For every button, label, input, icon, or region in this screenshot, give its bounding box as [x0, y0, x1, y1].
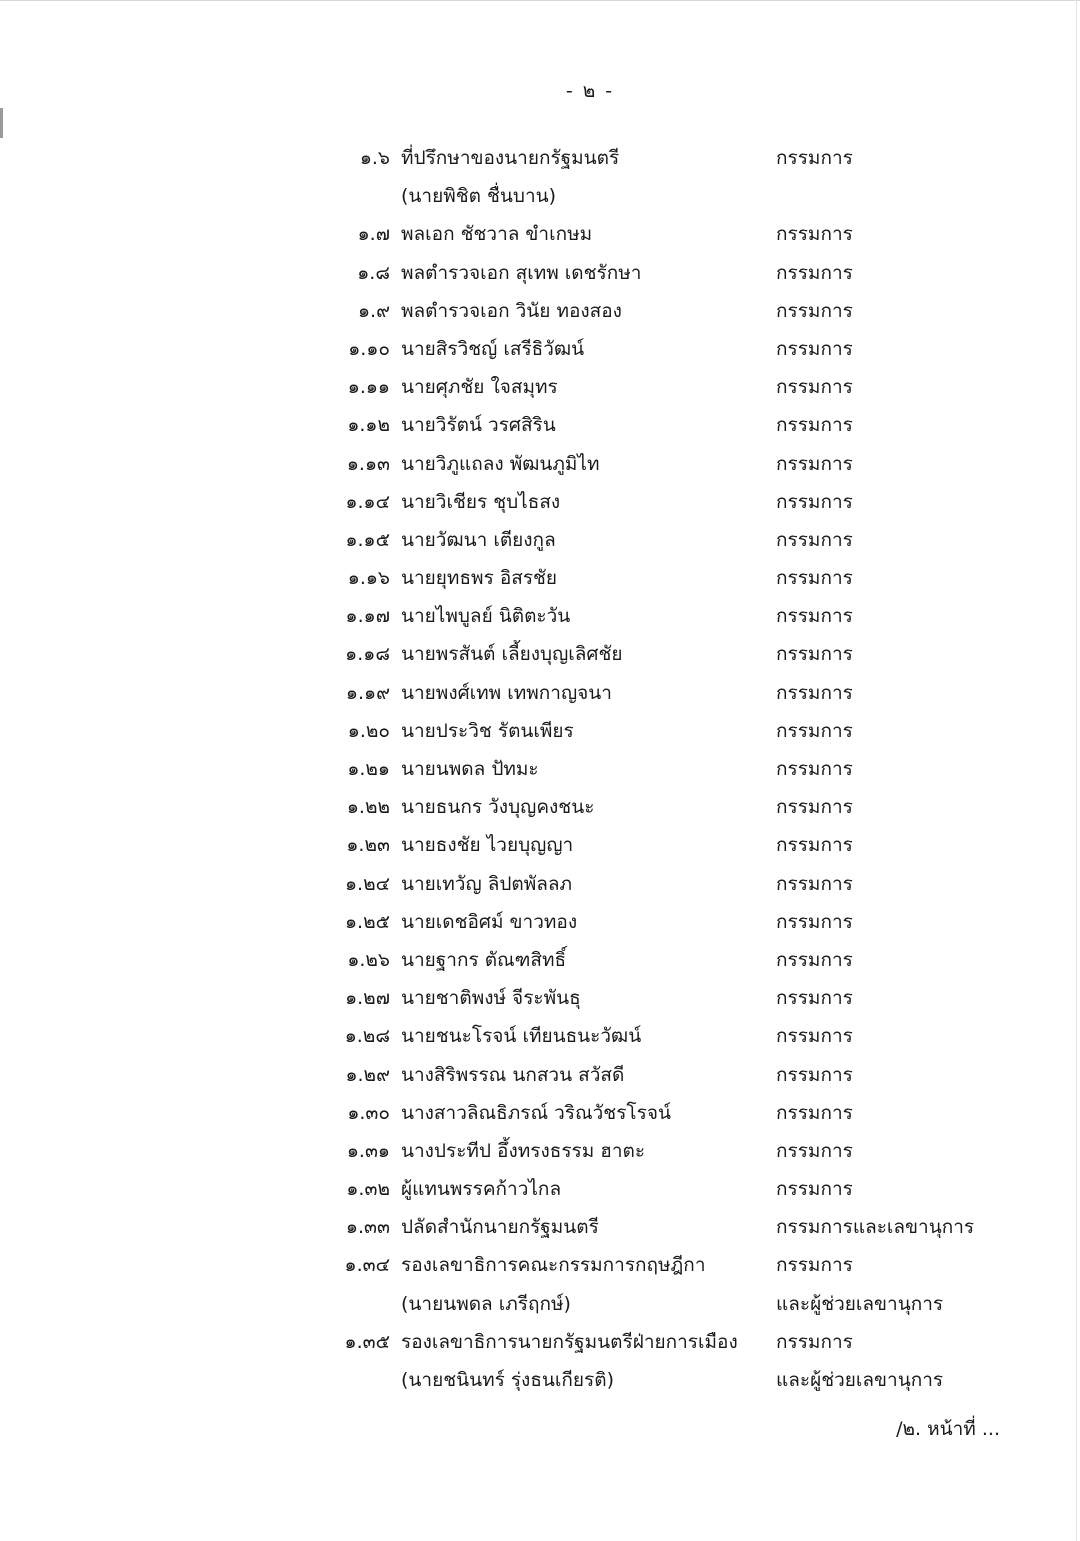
- item-number: ๑.๓๐: [347, 1101, 390, 1124]
- member-name: นายสิรวิชญ์ เสรีธิวัฒน์: [401, 337, 585, 360]
- member-name: นายพรสันต์ เลี้ยงบุญเลิศชัย: [401, 643, 623, 666]
- member-role: กรรมการ: [776, 452, 853, 475]
- member-name: นายวัฒนา เตียงกูล: [401, 528, 556, 551]
- list-item: [0, 1246, 1080, 1284]
- list-item: [0, 674, 1080, 712]
- item-number: ๑.๑๘: [345, 643, 390, 666]
- member-name: ที่ปรึกษาของนายกรัฐมนตรี: [401, 147, 620, 169]
- member-role: และผู้ช่วยเลขานุการ: [776, 1369, 944, 1391]
- list-item: [0, 750, 1080, 788]
- member-name: นางสาวลิณธิภรณ์ วริณวัชรโรจน์: [401, 1101, 671, 1124]
- member-role: กรรมการและเลขานุการ: [776, 1216, 975, 1239]
- member-role: กรรมการ: [776, 872, 853, 895]
- list-item: [0, 635, 1080, 673]
- item-number: ๑.๑๑: [347, 376, 390, 399]
- member-role: กรรมการ: [776, 1063, 853, 1086]
- list-item: [0, 941, 1080, 979]
- member-role: กรรมการ: [776, 719, 853, 742]
- list-item: [0, 445, 1080, 483]
- member-name: พลเอก ชัชวาล ขำเกษม: [401, 223, 593, 246]
- item-number: ๑.๓๓: [345, 1216, 390, 1239]
- member-role: กรรมการ: [776, 796, 853, 819]
- list-item: [0, 1056, 1080, 1094]
- item-number: ๑.๓๕: [344, 1330, 390, 1353]
- item-number: ๑.๒๒: [346, 796, 390, 819]
- member-role: กรรมการ: [776, 490, 853, 513]
- member-name: (นายชนินทร์ รุ่งธนเกียรติ): [401, 1369, 614, 1391]
- list-item: [0, 903, 1080, 941]
- list-item: [0, 292, 1080, 330]
- item-number: ๑.๖: [359, 147, 390, 169]
- member-role: กรรมการ: [776, 1025, 853, 1048]
- member-name: นายเดชอิศม์ ขาวทอง: [401, 910, 578, 933]
- member-role: กรรมการ: [776, 567, 853, 590]
- scan-left-mark: [0, 108, 3, 138]
- member-role: กรรมการ: [776, 414, 853, 437]
- list-item: [0, 215, 1080, 253]
- member-name: นายไพบูลย์ นิติตะวัน: [401, 605, 571, 628]
- page-number: - ๒ -: [565, 80, 615, 102]
- member-role: กรรมการ: [776, 910, 853, 933]
- scan-top-edge: [0, 0, 1080, 1]
- member-name: นายวิภูแถลง พัฒนภูมิไท: [401, 452, 600, 475]
- member-role: กรรมการ: [776, 261, 853, 284]
- member-role: กรรมการ: [776, 948, 853, 971]
- list-item: [0, 368, 1080, 406]
- member-name: นายพงศ์เทพ เทพกาญจนา: [401, 681, 612, 704]
- list-item: [0, 1285, 1080, 1323]
- list-item: [0, 1361, 1080, 1399]
- member-role: กรรมการ: [776, 1254, 853, 1277]
- member-role: กรรมการ: [776, 681, 853, 704]
- item-number: ๑.๒๕: [344, 910, 390, 933]
- member-name: นายฐากร ตัณฑสิทธิ์: [401, 948, 567, 971]
- item-number: ๑.๒๙: [345, 1063, 390, 1086]
- list-item: [0, 177, 1080, 215]
- item-number: ๑.๒๘: [344, 1025, 390, 1048]
- member-name: ผู้แทนพรรคก้าวไกล: [401, 1178, 562, 1201]
- member-role: กรรมการ: [776, 987, 853, 1010]
- member-role: กรรมการ: [776, 758, 853, 780]
- item-number: ๑.๒๑: [347, 758, 390, 780]
- member-name: นายธนกร วังบุญคงชนะ: [401, 796, 595, 819]
- list-item: [0, 559, 1080, 597]
- member-name: นายยุทธพร อิสรชัย: [401, 567, 558, 590]
- item-number: ๑.๙: [357, 299, 390, 322]
- member-name: นางสิริพรรณ นกสวน สวัสดี: [401, 1063, 625, 1086]
- member-name: นายชนะโรจน์ เทียนธนะวัฒน์: [401, 1025, 642, 1048]
- item-number: ๑.๑๐: [348, 337, 390, 360]
- item-number: ๑.๒๔: [344, 872, 390, 895]
- member-role: กรรมการ: [776, 1330, 853, 1353]
- list-item: [0, 1017, 1080, 1055]
- list-item: [0, 979, 1080, 1017]
- item-number: ๑.๑๕: [345, 528, 390, 551]
- member-name: นายวิรัตน์ วรศสิริน: [401, 414, 556, 437]
- list-item: [0, 139, 1080, 177]
- member-role: กรรมการ: [776, 337, 853, 360]
- member-role: กรรมการ: [776, 643, 853, 666]
- member-role: กรรมการ: [776, 1178, 853, 1201]
- list-item: [0, 712, 1080, 750]
- item-number: ๑.๗: [357, 223, 390, 246]
- list-item: [0, 1132, 1080, 1170]
- item-number: ๑.๑๗: [345, 605, 390, 628]
- list-item: [0, 330, 1080, 368]
- item-number: ๑.๑๒: [347, 414, 390, 437]
- member-name: นายวิเชียร ชุบไธสง: [401, 490, 561, 513]
- item-number: ๑.๓๒: [346, 1178, 390, 1201]
- member-name: พลตำรวจเอก วินัย ทองสอง: [401, 299, 622, 322]
- member-name: นายชาติพงษ์ จีระพันธุ: [401, 987, 581, 1010]
- list-item: [0, 406, 1080, 444]
- list-item: [0, 1170, 1080, 1208]
- member-role: กรรมการ: [776, 1101, 853, 1124]
- member-role: กรรมการ: [776, 223, 853, 246]
- item-number: ๑.๓๔: [344, 1254, 390, 1277]
- member-name: นางประทีป อึ้งทรงธรรม ฮาตะ: [401, 1139, 646, 1162]
- list-item: [0, 521, 1080, 559]
- committee-list: [0, 139, 1080, 1399]
- list-item: [0, 1323, 1080, 1361]
- member-name: นายนพดล ปัทมะ: [401, 758, 539, 780]
- list-item: [0, 788, 1080, 826]
- member-name: ปลัดสำนักนายกรัฐมนตรี: [401, 1216, 599, 1239]
- list-item: [0, 826, 1080, 864]
- item-number: ๑.๑๓: [346, 452, 390, 475]
- list-item: [0, 1208, 1080, 1246]
- member-name: (นายพิชิต ชื่นบาน): [401, 185, 557, 208]
- member-name: นายศุภชัย ใจสมุทร: [401, 376, 558, 399]
- list-item: [0, 483, 1080, 521]
- member-name: รองเลขาธิการคณะกรรมการกฤษฎีกา: [401, 1254, 706, 1277]
- item-number: ๑.๘: [357, 261, 390, 284]
- member-role: กรรมการ: [776, 299, 853, 322]
- item-number: ๑.๑๔: [345, 490, 390, 513]
- member-name: รองเลขาธิการนายกรัฐมนตรีฝ่ายการเมือง: [401, 1330, 738, 1353]
- item-number: ๑.๑๖: [347, 567, 390, 590]
- member-name: (นายนพดล เภรีฤกษ์): [401, 1292, 571, 1315]
- list-item: [0, 597, 1080, 635]
- member-name: พลตำรวจเอก สุเทพ เดชรักษา: [401, 261, 642, 284]
- item-number: ๑.๒๗: [345, 987, 390, 1010]
- item-number: ๑.๒๓: [346, 834, 390, 857]
- member-role: กรรมการ: [776, 1139, 853, 1162]
- member-name: นายธงชัย ไวยบุญญา: [401, 834, 574, 857]
- member-role: กรรมการ: [776, 376, 853, 399]
- member-role: กรรมการ: [776, 605, 853, 628]
- item-number: ๑.๒๐: [347, 719, 390, 742]
- continuation-note: /๒. หน้าที่ ...: [896, 1418, 1000, 1440]
- item-number: ๑.๒๖: [347, 948, 390, 971]
- list-item: [0, 865, 1080, 903]
- member-name: นายประวิช รัตนเพียร: [401, 719, 574, 742]
- item-number: ๑.๓๑: [346, 1139, 390, 1162]
- member-role: กรรมการ: [776, 147, 853, 169]
- member-role: กรรมการ: [776, 528, 853, 551]
- member-role: และผู้ช่วยเลขานุการ: [776, 1292, 944, 1315]
- list-item: [0, 1094, 1080, 1132]
- list-item: [0, 254, 1080, 292]
- item-number: ๑.๑๙: [345, 681, 390, 704]
- member-name: นายเทวัญ ลิปตพัลลภ: [401, 872, 573, 895]
- member-role: กรรมการ: [776, 834, 853, 857]
